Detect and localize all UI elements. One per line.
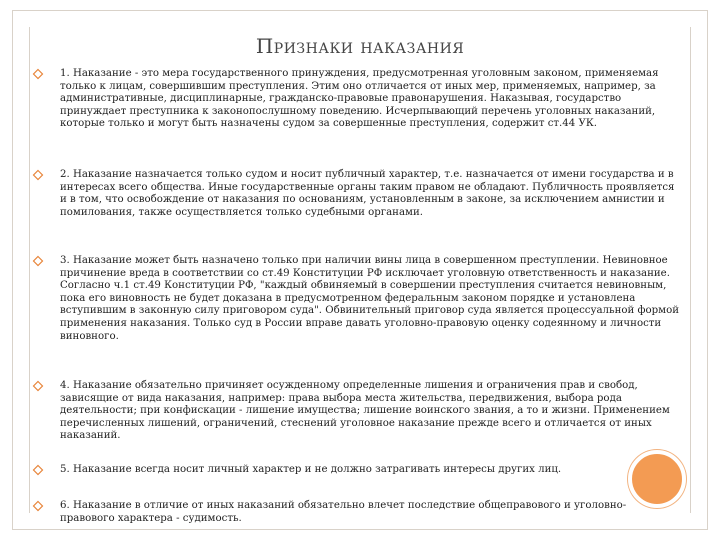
diamond-bullet-icon	[32, 169, 44, 181]
list-item-text: 1. Наказание - это мера государственного принуждения, предусмотренная уголовным законом, применяемая только к лицам, совершившим преступления. Этим оно отличается от иных мер, применяемых, например, за административные, дисциплинарные, гражданско-правовые правонарушения. Наказывая, государство принуждает преступника к законопослушному поведению. Исчерпывающий перечень уголовных наказаний, которые только и могут быть назначены судом за совершенные преступления, содержит ст.44 УК.	[60, 68, 659, 130]
list-item-text: 2. Наказание назначается только судом и носит публичный характер, т.е. назначается от имени государства и в интересах всего общества. Иные государственные органы таким правом не обладают. Публичность проявляется и в том, что освобождение от наказания по основаниям, установленным в законе, за исключением амнистии и помилования, также осуществляется только судебными органами.	[60, 169, 675, 218]
list-item-text: 6. Наказание в отличие от иных наказаний обязательно влечет последствие общеправового и уголовно-правового характера - судимость.	[60, 500, 627, 524]
orange-circle-decoration	[628, 450, 686, 508]
list-item	[32, 255, 680, 343]
diamond-bullet-icon	[32, 380, 44, 392]
list-item	[32, 500, 680, 525]
list-item-text: 5. Наказание всегда носит личный характер и не должно затрагивать интересы других лиц.	[60, 464, 562, 475]
list-item	[32, 169, 680, 219]
diamond-bullet-icon	[32, 68, 44, 80]
list-item	[32, 464, 561, 477]
diamond-bullet-icon	[32, 500, 44, 512]
list-item-text: 4. Наказание обязательно причиняет осужденному определенные лишения и ограничения прав и свобод, зависящие от вида наказания, например: права выбора места жительства, передвижения, выбора рода деятельности; при конфискации - лишение имущества; лишение воинского звания, а то и жизни. Применением перечисленных лишений, ограничений, стеснений уголовное наказание прежде всего и отличается от иных наказаний.	[60, 380, 670, 442]
slide-title: Признаки наказания	[255, 34, 465, 58]
list-item-text: 3. Наказание может быть назначено только при наличии вины лица в совершенном преступлении. Невиновное причинение вреда в соответствии со ст.49 Конституции РФ исключает уголовную ответственность и наказание. Согласно ч.1 ст.49 Конституции РФ, "каждый обвиняемый в совершении преступления считается невиновным, пока его виновность не будет доказана в предусмотренном федеральным законом порядке и установлена вступившим в законную силу приговором суда". Обвинительный приговор суда является процессуальной формой применения наказания. Только суд в России вправе давать уголовно-правовую оценку содеянному и личности виновного.	[60, 255, 679, 342]
diamond-bullet-icon	[32, 464, 44, 476]
list-item	[32, 68, 680, 131]
diamond-bullet-icon	[32, 255, 44, 267]
list-item	[32, 380, 680, 443]
